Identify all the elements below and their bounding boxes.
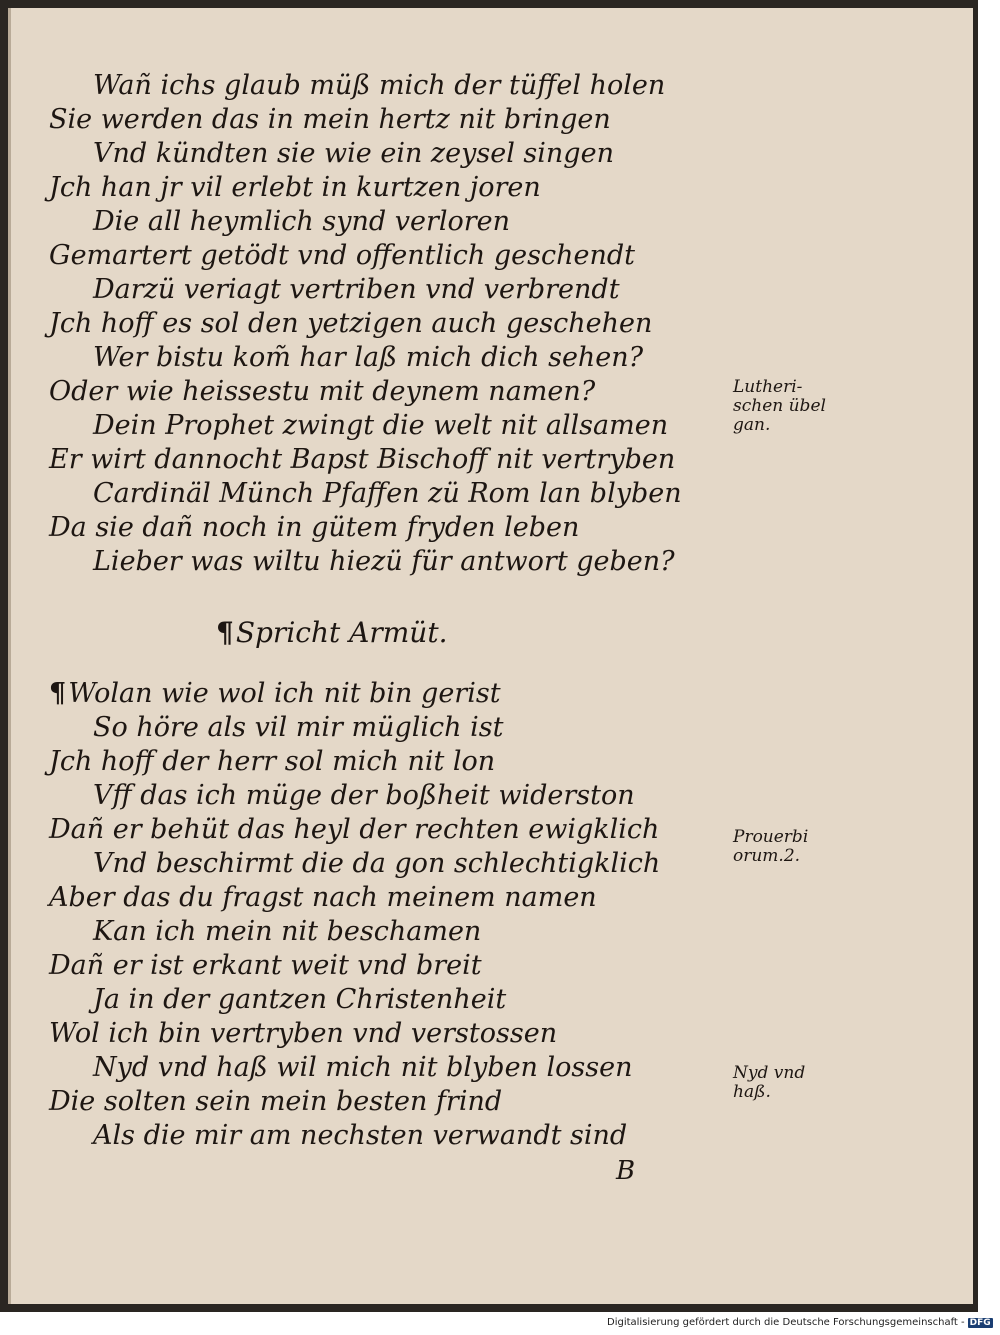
verse-line: Jch hoff der herr sol mich nit lon (49, 746, 496, 777)
verse-line: Ja in der gantzen Christenheit (93, 984, 507, 1015)
credit-text: Digitalisierung gefördert durch die Deutsche Forschungsgemeinschaft - (607, 1317, 965, 1328)
verse-line: Da sie dañ noch in gütem fryden leben (49, 512, 580, 543)
verse-line: Gemartert getödt vnd offentlich geschendt (49, 240, 636, 271)
verse-line: Er wirt dannocht Bapst Bischoff nit vertryben (49, 444, 676, 475)
margin-note: Nyd vnd haß. (733, 1063, 806, 1102)
pilcrow-icon: ¶ (216, 616, 234, 649)
digitization-credit (607, 1317, 993, 1328)
verse-line: Kan ich mein nit beschamen (93, 916, 482, 947)
verse-line: Oder wie heissestu mit deynem namen? (49, 376, 596, 407)
verse-line: Wol ich bin vertryben vnd verstossen (49, 1018, 558, 1049)
verse-line: Dañ er behüt das heyl der rechten ewigklich (49, 814, 660, 845)
verse-line: So höre als vil mir müglich ist (93, 712, 504, 743)
verse-line: Nyd vnd haß wil mich nit blyben lossen (93, 1052, 633, 1083)
pilcrow-icon: ¶ (49, 678, 67, 709)
verse-line: Vnd beschirmt die da gon schlechtigklich (93, 848, 661, 879)
signature-mark: B (616, 1156, 636, 1186)
verse-line: Aber das du fragst nach meinem namen (49, 882, 597, 913)
verse-line: Wer bistu kom̃ har laß mich dich sehen? (93, 342, 644, 373)
verse-line: Wañ ichs glaub müß mich der tüffel holen (93, 70, 666, 101)
verse-line: Die all heymlich synd verloren (93, 206, 511, 237)
section-heading (216, 616, 447, 650)
verse-line: Vff das ich müge der boßheit widerston (93, 780, 635, 811)
verse-line: Jch hoff es sol den yetzigen auch geschehen (49, 308, 653, 339)
verse-line: Sie werden das in mein hertz nit bringen (49, 104, 611, 135)
margin-note: Prouerbi orum.2. (733, 827, 809, 866)
dfg-logo: DFG (969, 1318, 991, 1328)
verse-line: Die solten sein mein besten frind (49, 1086, 503, 1117)
margin-note: Lutheri- schen übel gan. (733, 377, 826, 435)
verse-line: Dañ er ist erkant weit vnd breit (49, 950, 482, 981)
verse-line: Vnd kündten sie wie ein zeysel singen (93, 138, 614, 169)
verse-line: Jch han jr vil erlebt in kurtzen joren (49, 172, 541, 203)
verse-line: Lieber was wiltu hiezü für antwort geben? (93, 546, 675, 577)
heading-text: Spricht Armüt. (235, 616, 448, 649)
verse-line: Darzü veriagt vertriben vnd verbrendt (93, 274, 620, 305)
verse-line: Als die mir am nechsten verwandt sind (93, 1120, 628, 1151)
verse-line: Dein Prophet zwingt die welt nit allsamen (93, 410, 669, 441)
book-page (8, 8, 973, 1304)
verse-line-text: Wolan wie wol ich nit bin gerist (68, 678, 501, 709)
verse-line (49, 678, 501, 710)
verse-line: Cardinäl Münch Pfaffen zü Rom lan blyben (93, 478, 682, 509)
